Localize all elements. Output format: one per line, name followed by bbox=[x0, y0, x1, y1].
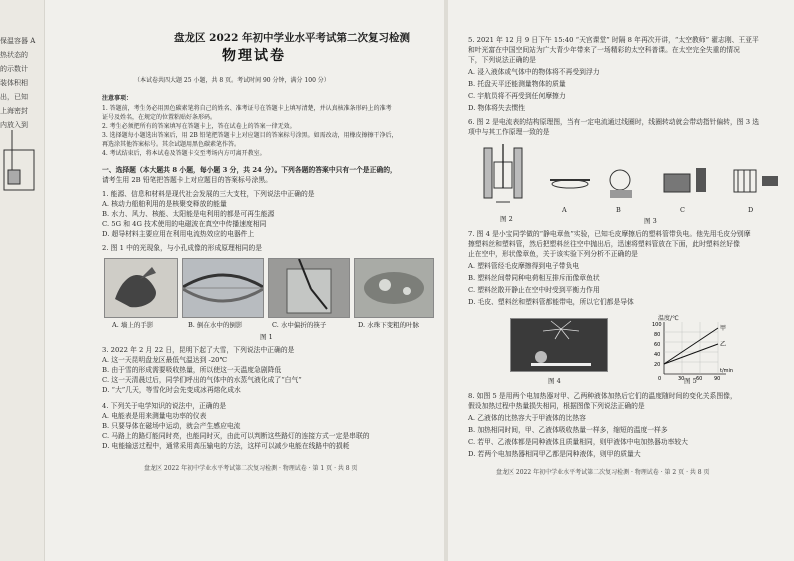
q6-line: 项中与其工作原理一致的是 bbox=[468, 128, 550, 136]
section-heading: 一、选择题（本大题共 8 小题，每小题 3 分，共 24 分）。下列各题的答案中只有一个是正确的， bbox=[102, 166, 397, 174]
graph-xtick: 60 bbox=[696, 376, 703, 382]
graph-ytick: 0 bbox=[658, 376, 662, 382]
graph-ytick: 80 bbox=[654, 332, 661, 338]
strip-line: 热状态的 bbox=[0, 51, 28, 59]
exam-info: （本试卷共四大题 25 小题，共 8 页。考试时间 90 分钟，满分 100 分） bbox=[134, 77, 330, 84]
figure-5-caption: 图 5 bbox=[684, 377, 697, 385]
temperature-time-graph bbox=[646, 314, 736, 384]
fig3-option-a: A bbox=[562, 206, 567, 214]
strip-line: 的示数计 bbox=[0, 65, 28, 73]
q7-option-c: C. 塑料丝散开静止在空中时受到平衡力作用 bbox=[468, 286, 600, 294]
page-1 bbox=[44, 0, 444, 561]
strip-line: 保温容器 A bbox=[0, 37, 36, 45]
series-line-yi bbox=[664, 344, 718, 364]
graph-ytick: 20 bbox=[654, 362, 661, 368]
graph-xtick: 30 bbox=[678, 376, 685, 382]
q3-option-c: C. 这一天清晨过后，同学们呼出的气体中的水蒸气液化成了“白气” bbox=[102, 376, 302, 384]
q5-line: 和叶光富在中国空间站为广大青少年带来了一场精彩的太空科普课。在太空完全失重的情况 bbox=[468, 46, 740, 54]
graph-ytick: 60 bbox=[654, 342, 661, 348]
q2-option-a: A. 墙上的手影 bbox=[112, 321, 154, 329]
q1-option-b: B. 水力、风力、核能、太阳能是电利用的都是可再生能源 bbox=[102, 210, 275, 218]
fig3-option-d: D bbox=[748, 206, 754, 214]
fig3-option-c: C bbox=[680, 206, 685, 214]
q2-option-c: C. 水中偏折的筷子 bbox=[272, 321, 327, 329]
q4-option-d: D. 电能输送过程中，通常采用高压输电的方法，这样可以减少电能在线路中的损耗 bbox=[102, 442, 350, 450]
q1-option-c: C. 5G 和 4G 技术使用的电磁波在真空中传播速度相同 bbox=[102, 220, 267, 228]
q8-option-b: B. 加热相同时间，甲、乙液体吸收热量一样多，缩短的温度一样多 bbox=[468, 426, 668, 434]
q7-option-d: D. 毛皮、塑料丝和塑料管都能带电，所以它们都是导体 bbox=[468, 298, 634, 306]
q4-option-b: B. 只要导体在磁场中运动，就会产生感应电流 bbox=[102, 422, 241, 430]
figure-3-caption: 图 3 bbox=[644, 217, 657, 225]
photo-static-octopus bbox=[510, 318, 608, 372]
note-line: 证号及姓名，在规定的位置粘贴好条形码。 bbox=[102, 114, 217, 121]
q1-option-d: D. 超导材料主要应用在利用电流热效应的电器件上 bbox=[102, 230, 255, 238]
figure-1-caption: 图 1 bbox=[260, 333, 273, 341]
figure-4-caption: 图 4 bbox=[548, 377, 561, 385]
note-line: 4. 考试结束后，将本试卷及答题卡交至考场内方可离开教室。 bbox=[102, 150, 266, 157]
q7-line: 止在空中，形状像章鱼，关于该实验下列分析不正确的是 bbox=[468, 250, 638, 258]
photo-bridge-reflection bbox=[182, 258, 264, 318]
note-line: 1. 答题前，考生务必用黑色碳素笔将自己的姓名、准考证号在答题卡上填写清楚，并认真核准条形码上的准考 bbox=[102, 105, 392, 112]
question-1: 1. 能源、信息和材料是现代社会发展的三大支柱，下列说法中正确的是 bbox=[102, 190, 315, 198]
note-line: 3. 选择题每小题选出答案后，用 2B 铅笔把答题卡上对应题目的答案标号涂黑。如需改动，用橡皮擦擦干净后， bbox=[102, 132, 398, 139]
q3-option-a: A. 这一天昆明盘龙区最低气温达到 -20℃ bbox=[102, 356, 228, 364]
photo-hand-shadow bbox=[104, 258, 178, 318]
notes-title: 注意事项： bbox=[102, 95, 133, 102]
q4-option-a: A. 电能表是用来测量电功率的仪表 bbox=[102, 412, 207, 420]
series-label-yi: 乙 bbox=[720, 341, 727, 348]
graph-xtick: 90 bbox=[714, 376, 721, 382]
note-line: 2. 考生必须把所有的答案填写在答题卡上，答在试卷上的答案一律无效。 bbox=[102, 123, 296, 130]
q7-option-a: A. 塑料管经毛皮摩擦得到电子带负电 bbox=[468, 262, 580, 270]
q1-option-a: A. 核动力船舶利用的是核聚变释放的能量 bbox=[102, 200, 227, 208]
graph-ytick: 100 bbox=[652, 322, 662, 328]
q5-option-c: C. 宇航员将不再受到任何摩擦力 bbox=[468, 92, 566, 100]
photo-bent-chopstick bbox=[268, 258, 350, 318]
question-4: 4. 下列关于电学知识的说法中，正确的是 bbox=[102, 402, 227, 410]
galvanometer-diagram bbox=[474, 142, 544, 212]
q8-line: 假设加热过程中热量损失相同，根据图像下列说法正确的是 bbox=[468, 402, 645, 410]
question-2: 2. 图 1 中的光现象，与小孔成像的形成原理相同的是 bbox=[102, 244, 263, 252]
question-5: 5. 2021 年 12 月 9 日下午 15:40 “天宫课堂” 时隔 8 年再次开讲，“太空教师” 翟志刚、王亚平 bbox=[468, 36, 759, 44]
q8-option-a: A. 乙液体的比热容大于甲液体的比热容 bbox=[468, 414, 586, 422]
figure-2-caption: 图 2 bbox=[500, 215, 513, 223]
strip-line: 上海密封 bbox=[0, 107, 28, 115]
q7-option-b: B. 塑料丝间带同种电荷相互排斥而像章鱼状 bbox=[468, 274, 600, 282]
q4-option-c: C. 马路上的路灯能同时亮，也能同时灭，由此可以判断这些路灯的连接方式一定是串联的 bbox=[102, 432, 370, 440]
q3-option-d: D. “大”几天，等雪化时会先变成冰再熔化成水 bbox=[102, 386, 241, 394]
page-1-footer: 盘龙区 2022 年初中学业水平考试第二次复习检测 · 物理试卷 · 第 1 页 · 共 8 页 bbox=[144, 465, 358, 472]
graph-ytick: 40 bbox=[654, 352, 661, 358]
exam-title: 盘龙区 2022 年初中学业水平考试第二次复习检测 bbox=[174, 32, 411, 44]
graph-xlabel: t/min bbox=[720, 368, 734, 374]
q5-line: 下，下列说法正确的是 bbox=[468, 56, 536, 64]
question-3: 3. 2022 年 2 月 22 日，昆明下起了大雪，下列说法中正确的是 bbox=[102, 346, 295, 354]
strip-line: 装体积相 bbox=[0, 79, 28, 87]
photo-water-drop-leaf bbox=[354, 258, 434, 318]
q5-option-a: A. 浸入液体或气体中的物体将不再受到浮力 bbox=[468, 68, 600, 76]
question-8: 8. 如图 5 是用两个电加热器对甲、乙两种液体加热后它们的温度随时间的变化关系图像， bbox=[468, 392, 737, 400]
page-2 bbox=[448, 0, 794, 561]
fig3-option-b: B bbox=[616, 206, 621, 214]
subject-title: 物理试卷 bbox=[222, 48, 286, 64]
question-6: 6. 图 2 是电流表的结构原理图，当有一定电流通过线圈时，线圈转动就会带动指针偏转，图 3 选 bbox=[468, 118, 760, 126]
beaker-diagram bbox=[0, 130, 44, 210]
section-instruction: 请考生用 2B 铅笔把答题卡上对应题目的答案标号涂黑。 bbox=[102, 176, 272, 184]
series-line-jia bbox=[664, 328, 718, 364]
q7-line: 擦塑料丝和塑料管，然后把塑料丝往空中抛出后，迅速将塑料管放在下面，此时塑料丝好像 bbox=[468, 240, 740, 248]
strip-line: 内放入到 bbox=[0, 121, 28, 129]
q2-option-d: D. 水珠下变粗的叶脉 bbox=[358, 321, 420, 329]
page-2-footer: 盘龙区 2022 年初中学业水平考试第二次复习检测 · 物理试卷 · 第 2 页 · 共 8 页 bbox=[496, 469, 710, 476]
q8-option-c: C. 若甲、乙液体都是同种液体且质量相同，则甲液体中电加热器功率较大 bbox=[468, 438, 688, 446]
note-line: 再选涂其他答案标号。其余试题用黑色碳素笔作答。 bbox=[102, 141, 241, 148]
series-label-jia: 甲 bbox=[720, 325, 727, 332]
q5-option-d: D. 物体将失去惯性 bbox=[468, 104, 526, 112]
strip-line: 出，已知 bbox=[0, 93, 28, 101]
q3-option-b: B. 由于雪的形成需要吸收热量，所以使这一天温度急剧降低 bbox=[102, 366, 282, 374]
graph-ylabel: 温度/℃ bbox=[658, 315, 679, 322]
q5-option-b: B. 托盘天平还能测量物体的质量 bbox=[468, 80, 566, 88]
previous-page-strip bbox=[0, 0, 45, 561]
question-7: 7. 图 4 是小宝同学做的“静电章鱼”实验，已知毛皮摩擦后的塑料管带负电。他先用毛皮分别摩 bbox=[468, 230, 751, 238]
q8-option-d: D. 若两个电加热器相同甲乙都是同种液体，则甲的质量大 bbox=[468, 450, 641, 458]
figure-3-apparatus bbox=[546, 150, 786, 210]
q2-option-b: B. 倒在水中的倒影 bbox=[188, 321, 243, 329]
